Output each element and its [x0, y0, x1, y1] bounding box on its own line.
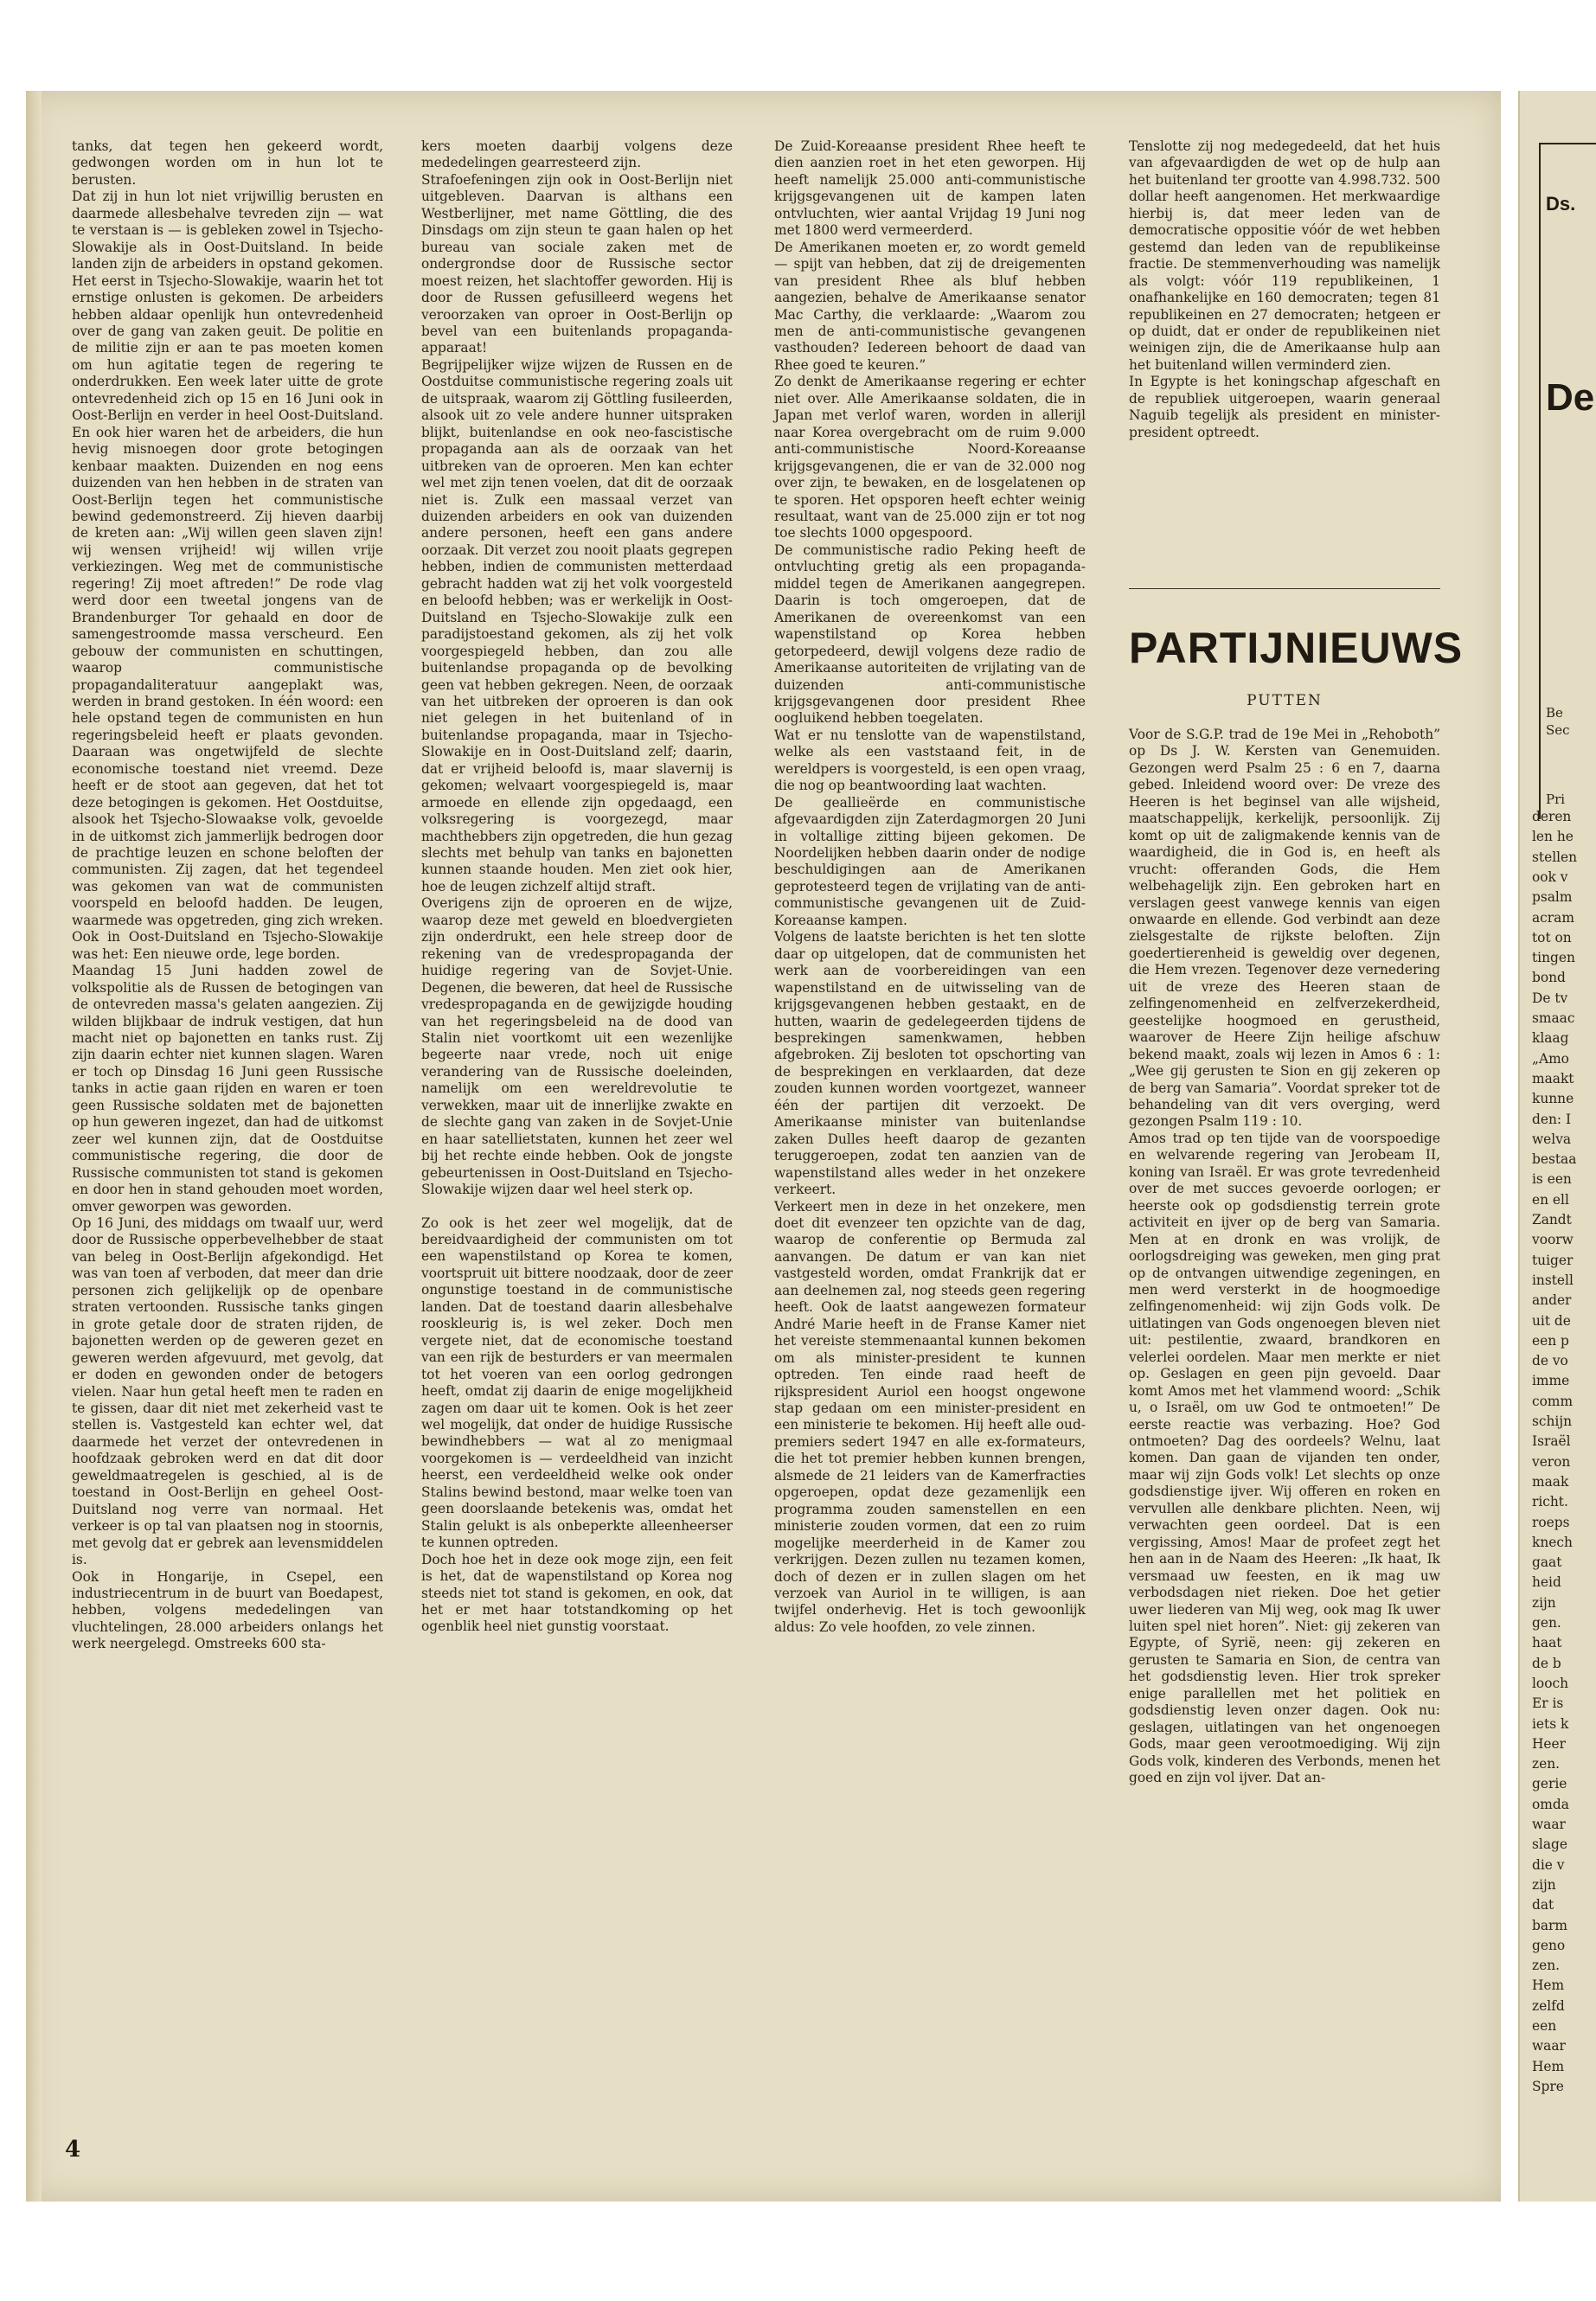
column-4-top [1129, 138, 1440, 441]
column-3 [774, 138, 1086, 1636]
adjacent-line: is een [1532, 1171, 1572, 1188]
paragraph-gap [421, 1199, 733, 1215]
adjacent-line: tingen [1532, 950, 1575, 966]
adjacent-line: tot on [1532, 929, 1572, 945]
adjacent-line: den: I [1532, 1111, 1572, 1127]
adjacent-line: Heer [1532, 1735, 1566, 1752]
adjacent-small-line: Pri [1546, 792, 1566, 807]
section-heading: PARTIJNIEUWS [1129, 624, 1464, 672]
adjacent-line: maak [1532, 1473, 1569, 1490]
adjacent-line: uit de [1532, 1312, 1571, 1329]
paragraph: Tenslotte zij nog medegedeeld, dat het huis van afgevaardigden de wet op de hulp aan het buitenland ter grootte van 4.998.732. 500 dollar heeft aangenomen. Het merkwaardige hierbij is, dat meer leden van de democratische oppositie vóór de wet hebben gestemd dan leden van de republikeinse fractie. De stemmenverhouding was namelijk als volgt: vóór 119 republikeinen, 1 onafhankelijke en 160 democraten; tegen 81 republikeinen en 27 democraten; hetgeen er op duidt, dat er onder de republikeinen niet weinigen zijn, die de Amerikaanse hulp aan het buitenland willen verminderd zien. [1129, 138, 1440, 373]
adjacent-line: bestaa [1532, 1151, 1577, 1168]
adjacent-line: zijn [1532, 1594, 1556, 1611]
section-divider [1129, 588, 1440, 589]
adjacent-line: bond [1532, 970, 1566, 986]
adjacent-box-label: Ds. [1546, 193, 1576, 215]
adjacent-line: Zandt [1532, 1212, 1572, 1227]
adjacent-line: imme [1532, 1373, 1570, 1389]
adjacent-line: slage [1532, 1836, 1567, 1853]
adjacent-line: haat [1532, 1635, 1562, 1651]
newspaper-page [26, 91, 1501, 2202]
adjacent-line: instell [1532, 1272, 1574, 1288]
adjacent-line: waar [1532, 2038, 1566, 2054]
paragraph: Begrijpelijker wijze wijzen de Russen en de Oostduitse communistische regering zoals uit de uitspraak, waarom zij Göttling fusileerden, alsook uit zo vele andere hunner uitspraken blijkt, buitenlandse en ook neo-fascistische propaganda aan als de oorzaak van het uitbreken van de oproeren. Men kan echter wel met zijn tenen voelen, dat dit de oorzaak niet is. Zulk een massaal verzet van duizenden arbeiders en ook van duizenden andere personen, heeft een gans andere oorzaak. Dit verzet zou nooit plaats gegrepen hebben, indien de communisten metterdaad gebracht hadden wat zij het volk voorgesteld en beloofd hebben; was er werkelijk in Oost-Duitsland en Tsjecho-Slowakije zulk een paradijstoestand gekomen, als zij het volk voorgespiegeld hebben, dan zou alle buitenlandse propaganda op de bevolking geen vat hebben gekregen. Neen, de oorzaak van het uitbreken der oproeren is dan ook niet gelegen in het buitenland of in buitenlandse propaganda, maar in Tsjecho-Slowakije en in Oost-Duitsland zelf; daarin, dat er vrijheid beloofd is, maar slavernij is gekomen; welvaart voorgespiegeld is, maar armoede en ellende zijn opgedaagd, een volksregering is voorgezegd, maar machthebbers zijn opgetreden, die hun gezag slechts met behulp van tanks en bajonetten kunnen staande houden. Men ziet ook hier, hoe de leugen zichzelf altijd straft. [421, 356, 733, 894]
column-1 [72, 138, 383, 1653]
paragraph: Zo ook is het zeer wel mogelijk, dat de bereidvaardigheid der communisten om tot een wapenstilstand op Korea te komen, voortspruit uit bittere noodzaak, door de zeer ongunstige toestand in de communistische landen. Dat de toestand daarin allesbehalve rooskleurig is, is wel zeker. Doch men vergete niet, dat de economische toestand van een rijk de besturders er van meermalen tot het voeren van een oorlog gedrongen heeft, omdat zij daarin de enige mogelijkheid zagen om daar uit te komen. Ook is het zeer wel mogelijk, dat onder de huidige Russische bewindhebbers — wat al zo menigmaal voorgekomen is — verdeeldheid van inzicht heerst, een verdeeldheid welke ook onder Stalins bewind bestond, maar welke toen van geen doorslaande betekenis was, omdat het Stalin gelukt is als onbeperkte alleenheerser te kunnen optreden. [421, 1215, 733, 1551]
paragraph: Zo denkt de Amerikaanse regering er echter niet over. Alle Amerikaanse soldaten, die in Japan met verlof waren, worden in allerijl naar Korea overgebracht om de ruim 9.000 anti-communistische Noord-Koreaanse krijgsgevangenen, die er van de 32.000 nog over zijn, te bewaken, en de losgelatenen op te sporen. Het opsporen heeft echter weinig resultaat, want van de 25.000 zijn er tot nog toe slechts 1000 opgespoord. [774, 374, 1086, 542]
adjacent-line: len he [1532, 829, 1574, 845]
adjacent-line: veron [1532, 1453, 1571, 1470]
adjacent-line: zen. [1532, 1958, 1561, 1974]
paragraph: Dat zij in hun lot niet vrijwillig berusten en daarmede allesbehalve tevreden zijn — wat te verstaan is — is gebleken zowel in Tsjecho-Slowakije als in Oost-Duitsland. In beide landen zijn de arbeiders in opstand gekomen. Het eerst in Tsjecho-Slowakije, waarin het tot ernstige onlusten is gekomen. De arbeiders hebben aldaar openlijk hun ontevredenheid over de gang van zaken geuit. De politie en de militie zijn er aan te pas moeten komen om hun agitatie tegen de regering te onderdrukken. Een week later uitte de grote ontevredenheid zich op 15 en 16 Juni ook in Oost-Berlijn en verder in heel Oost-Duitsland. En ook hier waren het de arbeiders, die hun hevig misnoegen door grote betogingen kenbaar maakten. Duizenden en nog eens duizenden van hen hebben in de straten van Oost-Berlijn tegen het communistische bewind gedemonstreerd. Zij hieven daarbij de kreten aan: „Wij willen geen slaven zijn! wij wensen vrijheid! wij willen vrije verkiezingen. Weg met de communistische regering! Zij moet aftreden!” De rode vlag werd door een tweetal jongens van de Brandenburger Tor gehaald en door de samengestroomde massa verscheurd. Een gebouw der communisten en schuttingen, waarop communistische propagandaliteratuur aangeplakt was, werden in brand gestoken. In één woord: een hele opstand tegen de communisten en hun regeringsbeleid heeft er plaats gevonden. Daaraan was ongetwijfeld de slechte economische toestand niet vreemd. Deze heeft er de stoot aan gegeven, dat het tot deze betogingen is gekomen. Het Oostduitse, alsook het Tsjecho-Slowaakse volk, gevoelde in de uitkomst zich jammerlijk bedrogen door de prachtige leuzen en schone beloften der communisten. Zij zagen, dat het tegendeel was gekomen van wat de communisten voorspeld en beloofd hadden. De leugen, waarmede was opgetreden, ging zich wreken. Ook in Oost-Duitsland en Tsjecho-Slowakije was het: Een nieuwe orde, lege borden. [72, 189, 383, 962]
adjacent-line: acram [1532, 909, 1574, 926]
adjacent-line: barm [1532, 1917, 1567, 1933]
adjacent-line: waar [1532, 1817, 1566, 1832]
adjacent-line: roeps [1532, 1514, 1570, 1530]
adjacent-line: psalm [1532, 889, 1573, 906]
adjacent-line: zen. [1532, 1756, 1561, 1772]
adjacent-line: richt. [1532, 1494, 1568, 1510]
adjacent-line: „Amo [1532, 1050, 1569, 1067]
adjacent-line: Israël [1532, 1433, 1571, 1450]
adjacent-line: zelfd [1532, 1997, 1565, 2014]
adjacent-line: die v [1532, 1856, 1565, 1873]
adjacent-line: knech [1532, 1534, 1573, 1550]
adjacent-line: en ell [1532, 1191, 1569, 1208]
adjacent-line: iets k [1532, 1715, 1569, 1732]
paragraph: Amos trad op ten tijde van de voorspoedige en welvarende regering van Jerobeam II, koning van Israël. Er was grote tevredenheid over de met succes gevoerde oorlogen; er heerste ook op godsdienstig terrein grote activiteit en ijver op de berg van Samaria. Men at en dronk en was vrolijk, de oorlogsdreiging was geweken, men ging prat op de ontvangen uitwendige zegeningen, en men werd versterkt in de hoogmoedige zelfingenomenheid: wij zijn Gods volk. De uitlatingen van Gods ongenoegen bleven niet uit: pestilentie, zwaard, brandkoren en velerlei oordelen. Maar men merkte er niet op. Geslagen en geen pijn gevoeld. Daar komt Amos met het vlammend woord: „Schik u, o Israël, om uw God te ontmoeten!” De eerste reactie was verbazing. Hoe? God ontmoeten? Dag des oordeels? Welnu, laat komen. Dan gaan de vijanden ten onder, maar wij zijn Gods volk! Let slechts op onze godsdienstige ijver. Wij offeren en roken en vervullen alle denkbare plichten. Neen, wij verwachten geen oordeel. Dat is een vergissing, Amos! Maar de profeet zegt het hen aan in de Naam des Heeren: „Ik haat, Ik versmaad uw feesten, en ik mag uw verbodsdagen niet rieken. Doe het getier uwer liederen van Mij weg, ook mag Ik uwer luiten spel niet horen”. Niet: gij zekeren van Egypte, of Syrië, neen: gij zekeren en gerusten te Samaria en Sion, de centra van het godsdienstig leven. Hier trok spreker enige parallellen met het politiek en godsdienstig leven onzer dagen. Ook nu: geslagen, uitlatingen van het ongenoegen Gods, maar geen verootmoediging. Wij zijn Gods volk, kinderen des Verbonds, menen het goed en zijn vol ijver. Dat an- [1129, 1130, 1440, 1786]
adjacent-small-line: Be [1546, 705, 1563, 721]
paragraph: De Amerikanen moeten er, zo wordt gemeld — spijt van hebben, dat zij de dreigementen van president Rhee als bluf hebben aangezien, behalve de Amerikaanse senator Mac Carthy, die verklaarde: „Waarom zou men de anti-communistische gevangenen vasthouden? Iedereen behoort de daad van Rhee goed te keuren.” [774, 239, 1086, 373]
paragraph: Verkeert men in deze in het onzekere, men doet dit evenzeer ten opzichte van de dag, waarop de conferentie op Bermuda zal aanvangen. De datum er van kan niet vastgesteld worden, omdat Frankrijk dat er aan deelnemen zal, nog steeds geen regering heeft. Ook de laatst aangewezen formateur André Marie heeft in de Franse Kamer niet het vereiste stemmenaantal kunnen bekomen om als minister-president te kunnen optreden. Ten einde raad heeft de rijkspresident Auriol een hoogst ongewone stap gedaan om een minister-president en een ministerie te bekomen. Hij heeft alle oud-premiers sedert 1947 en alle ex-formateurs, die het tot premier hebben kunnen brengen, alsmede de 21 leiders van de Kamerfracties opgeroepen, opdat deze gezamenlijk een programma zouden samenstellen en een ministerie zouden vormen, dat een zo ruim mogelijke meerderheid in de Kamer zou verkrijgen. Dezen zullen nu tezamen komen, doch of dezen er in zullen slagen om het verzoek van Auriol in te willigen, is aan twijfel onderhevig. Het is toch gewoonlijk aldus: Zo vele hoofden, zo vele zinnen. [774, 1198, 1086, 1635]
adjacent-page-edge [1518, 91, 1596, 2202]
adjacent-line: schijn [1532, 1413, 1573, 1429]
adjacent-line: smaac [1532, 1010, 1575, 1026]
adjacent-line: stellen [1532, 849, 1578, 865]
adjacent-line: klaag [1532, 1030, 1569, 1047]
paragraph: tanks, dat tegen hen gekeerd wordt, gedwongen worden om in hun lot te berusten. [72, 138, 383, 188]
paragraph: Wat er nu tenslotte van de wapenstilstand, welke als een vaststaand feit, in de wereldpers is voorgesteld, is een open vraag, die nog op beantwoording laat wachten. [774, 727, 1086, 794]
adjacent-line: kunne [1532, 1091, 1574, 1107]
paragraph: Op 16 Juni, des middags om twaalf uur, werd door de Russische opperbevelhebber de staat van beleg in Oost-Berlijn afgekondigd. Het was van toen af verboden, dat meer dan drie personen zich gelijkelijk op de openbare straten vertoonden. Russische tanks gingen in grote getale door de straten rijden, de bajonetten werden op de geweren gezet en geweren werden afgevuurd, met gevolg, dat er doden en gewonden onder de betogers vielen. Naar hun getal heeft men te raden en te gissen, daar dit niet met zekerheid vast te stellen is. Vastgesteld kan echter wel, dat daarmede het verzet der ontevredenen in hoofdzaak gebroken werd en dat dit door geweldmaatregelen is geschied, al is de toestand in Oost-Berlijn en geheel Oost-Duitsland nog verre van normaal. Het verkeer is op tal van plaatsen nog in stoornis, met gevolg dat er gebrek aan levensmiddelen is. [72, 1215, 383, 1568]
paragraph: Overigens zijn de oproeren en de wijze, waarop deze met geweld en bloedvergieten zijn onderdrukt, een hele streep door de rekening van de vredespropaganda der huidige regering van de Sovjet-Unie. Degenen, die beweren, dat heel de Russische vredespropaganda en de gewijzigde houding van het regeringsbeleid na de dood van Stalin niet voortkomt uit een wezenlijke begeerte naar vrede, noch uit enige verandering van de Russische doeleinden, namelijk om een wereldrevolutie te verwekken, maar uit de innerlijke zwakte en de slechte gang van zaken in de Sovjet-Unie en haar satellietstaten, kunnen het zeer wel bij het rechte einde hebben. Ook de jongste gebeurtenissen in Oost-Duitsland en Tsjecho-Slowakije wijzen daar wel heel sterk op. [421, 895, 733, 1198]
adjacent-line: welva [1532, 1131, 1572, 1147]
paragraph: Voor de S.G.P. trad de 19e Mei in „Rehoboth” op Ds J. W. Kersten van Genemuiden. Gezongen werd Psalm 25 : 6 en 7, daarna gebed. Inleidend woord over: De vreze des Heeren is het beginsel van alle wijsheid, maatschappelijk, kerkelijk, persoonlijk. Zij komt op uit de zaligmakende kennis van de waardigheid, die in God is, en heeft als vrucht: offeranden Gods, die Hem welbehagelijk zijn. Een gebroken hart en verslagen geest vanwege kennis van eigen onwaarde en ellende. God verbindt aan deze zielsgestalte de rijkste beloften. Zijn goedertierenheid is geweldig over degenen, die Hem vrezen. Tegenover deze vernedering uit de vreze des Heeren staan de zelfingenomenheid en zelfverzekerdheid, geestelijke hoogmoed en gerustheid, waarover de Heere Zijn heilige afschuw bekend maakt, zoals wij lezen in Amos 6 : 1: „Wee gij gerusten te Sion en gij zekeren op de berg van Samaria”. Voordat spreker tot de behandeling van dit vers overging, werd gezongen Psalm 119 : 10. [1129, 727, 1440, 1130]
adjacent-line: gerie [1532, 1776, 1567, 1792]
paragraph: De communistische radio Peking heeft de ontvluchting gretig als een propaganda-middel tegen de Amerikanen aangegrepen. Daarin is toch omgeroepen, dat de Amerikanen de overeenkomst van een wapenstilstand op Korea hebben getorpedeerd, dewijl volgens deze radio de Amerikaanse autoriteiten de vrijlating van de duizenden anti-communistische krijgsgevangenen door president Rhee oogluikend hebben toegelaten. [774, 542, 1086, 727]
adjacent-line: zijn [1532, 1876, 1556, 1893]
adjacent-small-line: Sec [1546, 722, 1570, 738]
adjacent-line: ook v [1532, 868, 1568, 885]
adjacent-line: heid [1532, 1574, 1561, 1591]
paragraph: Strafoefeningen zijn ook in Oost-Berlijn niet uitgebleven. Daarvan is althans een Westberlijner, met name Göttling, die des Dinsdags om zijn steun te gaan halen op het bureau van sociale zaken met de ondergrondse door de Russische sector moest reizen, het slachtoffer geworden. Hij is door de Russen gefusilleerd wegens het veroorzaken van oproer in Oost-Berlijn op bevel van een buitenlands propaganda-apparaat! [421, 171, 733, 356]
adjacent-line: Hem [1532, 1977, 1565, 1994]
paragraph: De Zuid-Koreaanse president Rhee heeft te dien aanzien roet in het eten geworpen. Hij heeft namelijk 25.000 anti-communistische krijgsgevangenen uit de kampen laten ontvluchten, wier aantal Vrijdag 19 Juni nog met 1800 werd vermeerderd. [774, 138, 1086, 239]
adjacent-line: Spre [1532, 2078, 1564, 2094]
paragraph: Doch hoe het in deze ook moge zijn, een feit is het, dat de wapenstilstand op Korea nog steeds niet tot stand is gekomen, en ook, dat het er met haar totstandkoming op het ogenblik heel niet gunstig voorstaat. [421, 1551, 733, 1635]
column-4-bottom [1129, 727, 1440, 1787]
adjacent-line: dat [1532, 1897, 1554, 1913]
adjacent-line: de vo [1532, 1353, 1568, 1369]
adjacent-line: tuiger [1532, 1252, 1574, 1268]
section-subheading: PUTTEN [1247, 692, 1323, 709]
adjacent-line: gaat [1532, 1554, 1562, 1571]
paragraph: Maandag 15 Juni hadden zowel de volkspolitie als de Russen de betogingen van de ontevreden massa's gelaten aangezien. Zij wilden blijkbaar de indruk vestigen, dat hun macht niet op bajonetten en tanks rust. Zij zijn daarin echter niet kunnen slagen. Waren er toch op Dinsdag 16 Juni geen Russische tanks in actie gaan rijden en waren er toen geen Russische soldaten met de bajonetten op hun geweren ingezet, dan had de uitkomst zeer wel kunnen zijn, dat de Oostduitse communistische regering, die door de Russische communisten tot stand is gekomen en door hen in stand gehouden moet worden, omver geworpen was geworden. [72, 963, 383, 1215]
adjacent-line: maakt [1532, 1070, 1574, 1086]
paragraph: De geallieërde en communistische afgevaardigden zijn Zaterdagmorgen 20 Juni in voltallige zitting bijeen gekomen. De Noordelijken hebben daarin onder de nodige beschuldigingen aan de Amerikanen geprotesteerd tegen de vrijlating van de anti-communistische gevangenen uit de Zuid-Koreaanse kampen. [774, 794, 1086, 928]
adjacent-big-letter: De [1546, 376, 1595, 419]
page-number: 4 [65, 2137, 81, 2163]
adjacent-line: voorw [1532, 1232, 1574, 1248]
paragraph: Ook in Hongarije, in Csepel, een industriecentrum in de buurt van Boedapest, hebben, volgens mededelingen van vluchtelingen, 28.000 arbeiders onlangs het werk neergelegd. Omstreeks 600 sta- [72, 1568, 383, 1652]
adjacent-line: een [1532, 2018, 1557, 2034]
adjacent-line: looch [1532, 1675, 1568, 1691]
paragraph: In Egypte is het koningschap afgeschaft en de republiek uitgeroepen, waarin generaal Naguib tegelijk als president en minister-president optreedt. [1129, 374, 1440, 440]
column-2 [421, 138, 733, 1636]
adjacent-line: De tv [1532, 990, 1568, 1006]
adjacent-line: geno [1532, 1937, 1566, 1953]
adjacent-line: gen. [1532, 1615, 1561, 1631]
adjacent-line: Hem [1532, 2058, 1565, 2074]
adjacent-line: een p [1532, 1332, 1569, 1349]
paragraph: Volgens de laatste berichten is het ten slotte daar op uitgelopen, dat de communisten het werk aan de voorbereidingen van een wapenstilstand en de uitwisseling van de krijgsgevangenen hebben gestaakt, en de hutten, waarin de gedelegeerden tijdens de besprekingen samenkwamen, hebben afgebroken. Zij besloten tot opschorting van de besprekingen en verklaarden, dat deze zouden kunnen worden voortgezet, wanneer één der partijen dit verzoekt. De Amerikaanse minister van buitenlandse zaken Dulles heeft daarop de gezanten teruggeroepen, zodat ten aanzien van de wapenstilstand alles weder in het onzekere verkeert. [774, 929, 1086, 1198]
adjacent-line: Er is [1532, 1695, 1564, 1712]
paragraph: kers moeten daarbij volgens deze mededelingen gearresteerd zijn. [421, 138, 733, 171]
adjacent-line: deren [1532, 809, 1572, 824]
adjacent-line: de b [1532, 1655, 1561, 1671]
adjacent-line: comm [1532, 1393, 1574, 1409]
adjacent-line: omda [1532, 1796, 1569, 1812]
adjacent-line: ander [1532, 1292, 1572, 1309]
